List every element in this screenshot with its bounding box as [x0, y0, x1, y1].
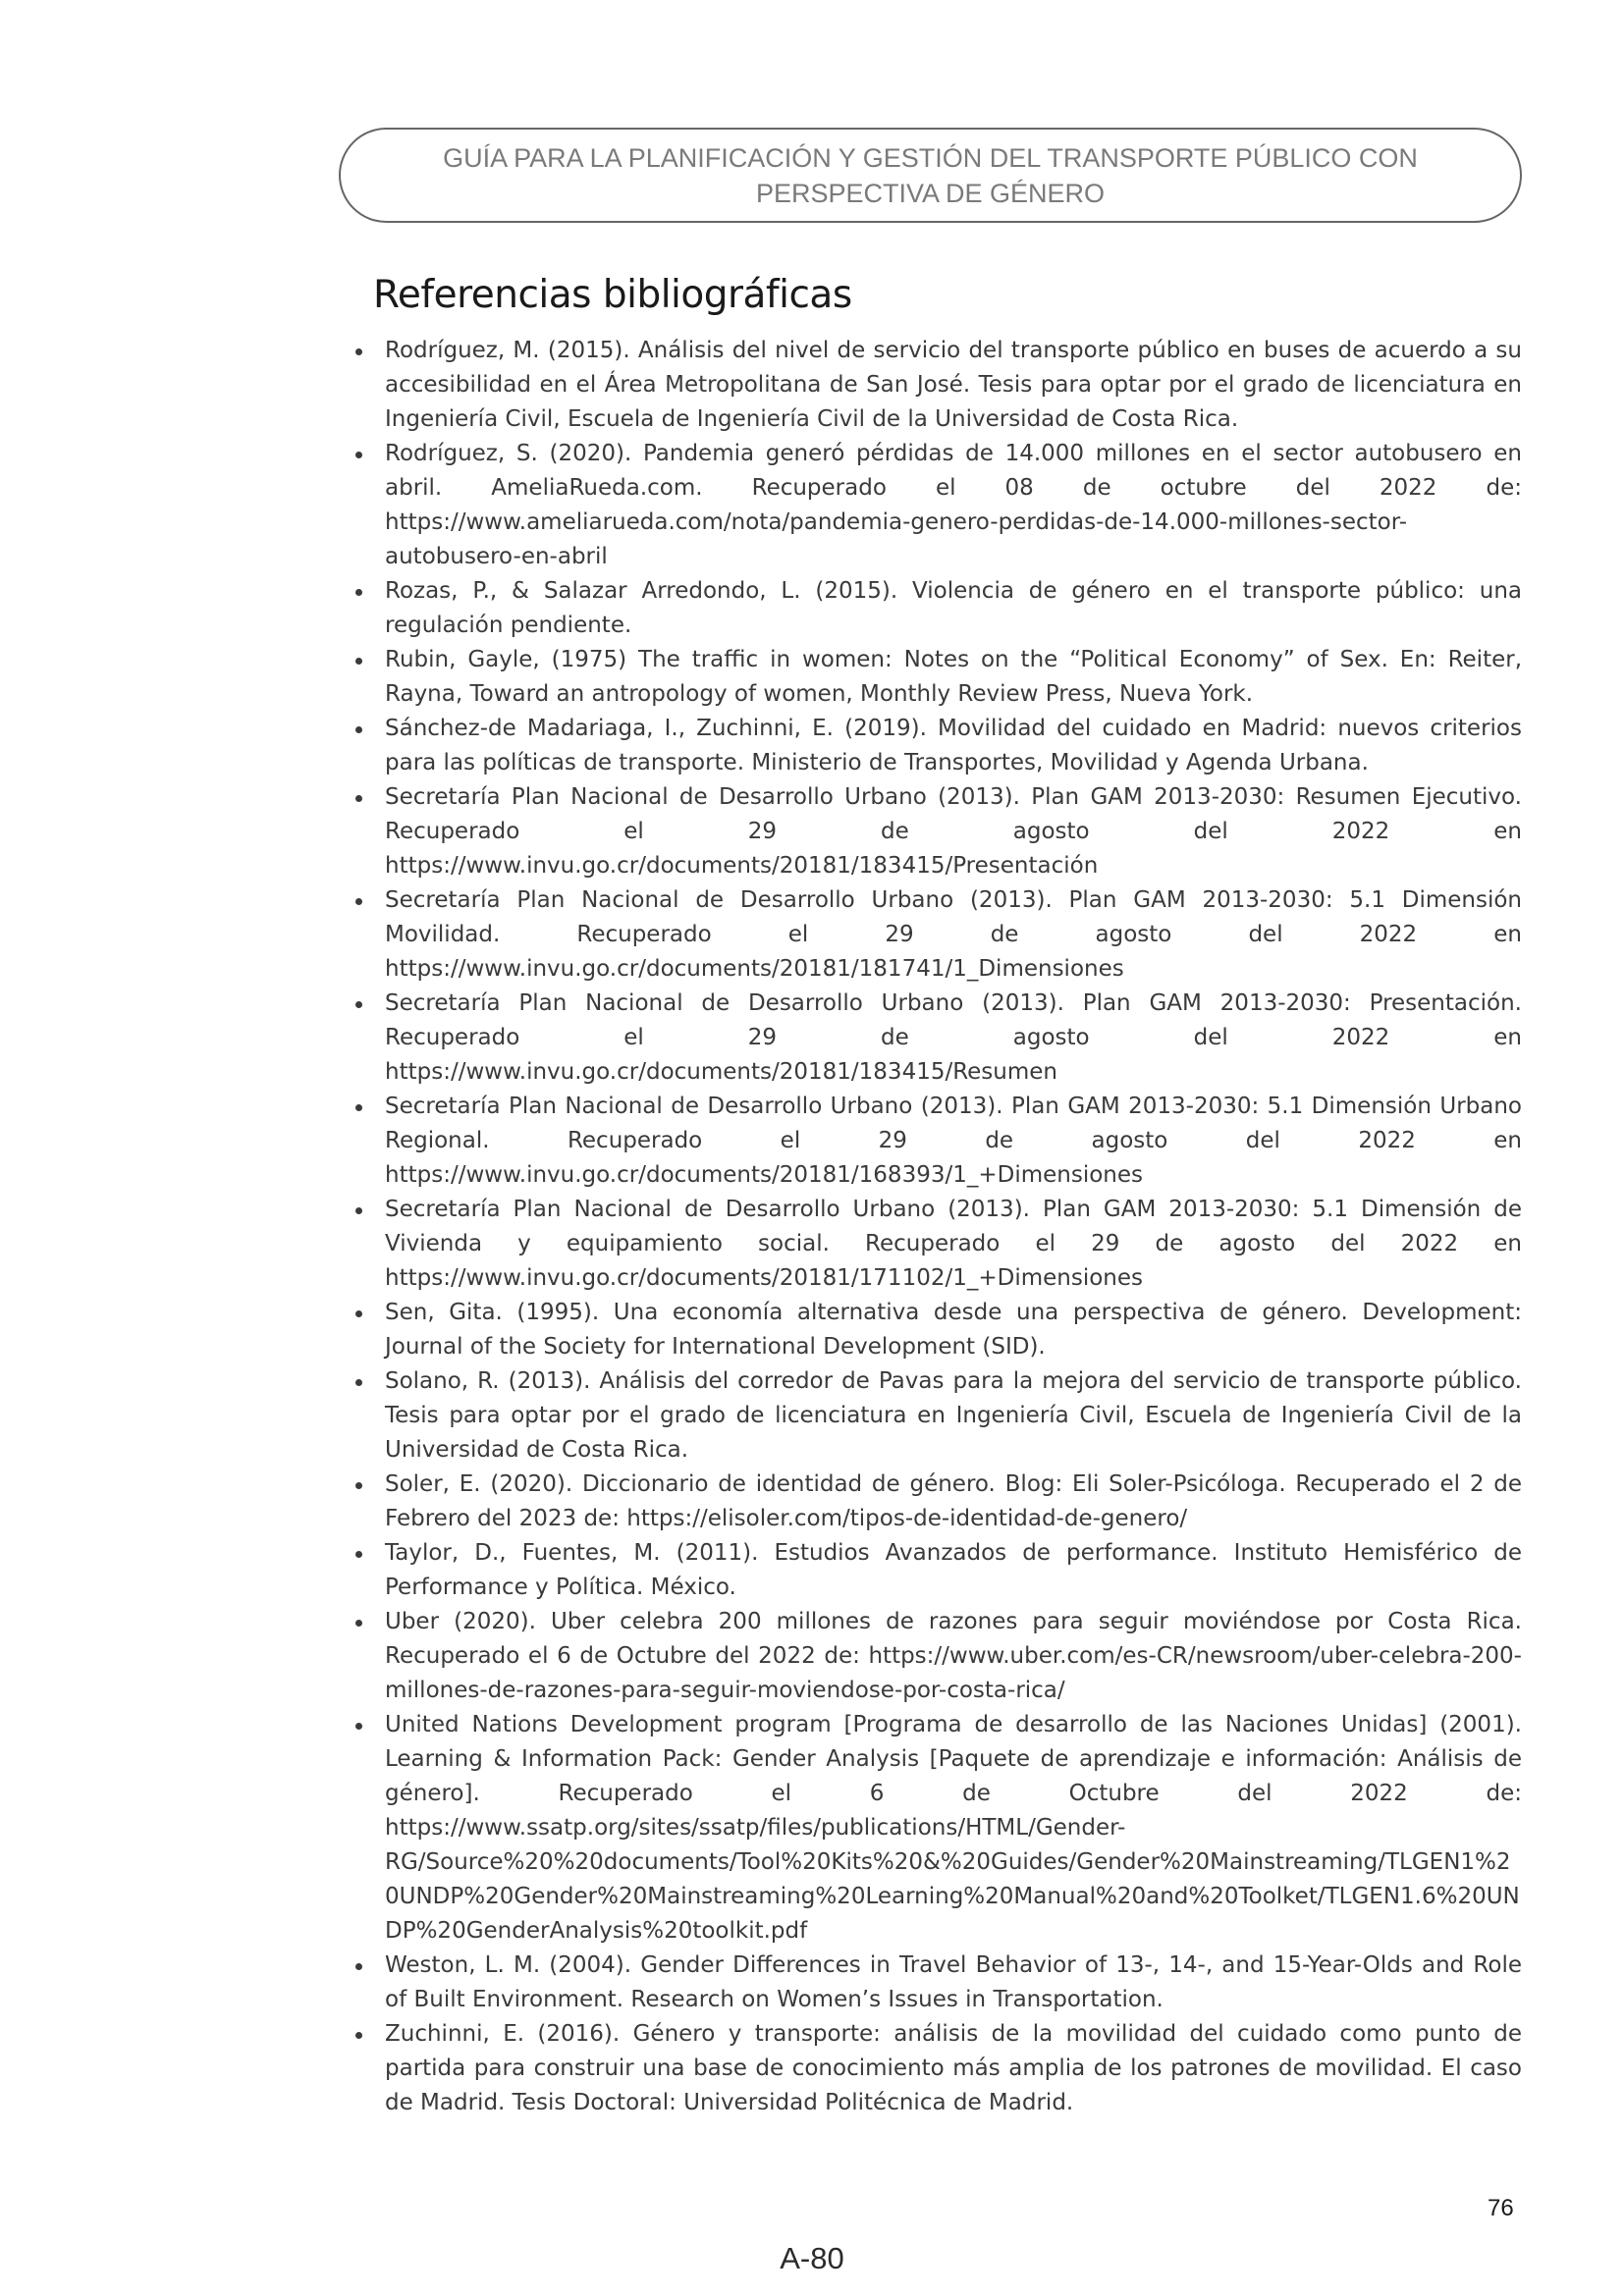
reference-item: Zuchinni, E. (2016). Género y transporte: análisis de la movilidad del cuidado como punto de partida para construir una base de conocimiento más amplia de los patrones de movilidad. El caso de Madrid. Tesis Doctoral: Universidad Politécnica de Madrid. — [352, 2017, 1522, 2120]
header-title: GUÍA PARA LA PLANIFICACIÓN Y GESTIÓN DEL TRANSPORTE PÚBLICO CON PERSPECTIVA DE GÉNERO — [443, 142, 1418, 208]
reference-item: Rodríguez, M. (2015). Análisis del nivel de servicio del transporte público en buses de acuerdo a su accesibilidad en el Área Metropolitana de San José. Tesis para optar por el grado de licenciatura en Ingeniería Civil, Escuela de Ingeniería Civil de la Universidad de Costa Rica. — [352, 334, 1522, 437]
page-number: 76 — [1488, 2195, 1514, 2221]
reference-item: Secretaría Plan Nacional de Desarrollo Urbano (2013). Plan GAM 2013-2030: 5.1 Dimensión Urbano Regional. Recuperado el 29 de agosto del 2022 en https://www.invu.go.cr/documents/20181/168393/1_+Dimensiones — [352, 1090, 1522, 1193]
reference-item: Weston, L. M. (2004). Gender Differences in Travel Behavior of 13-, 14-, and 15-Year-Olds and Role of Built Environment. Research on Women’s Issues in Transportation. — [352, 1949, 1522, 2017]
reference-item: Secretaría Plan Nacional de Desarrollo Urbano (2013). Plan GAM 2013-2030: Resumen Ejecutivo. Recuperado el 29 de agosto del 2022 en https://www.invu.go.cr/documents/20181/183415/Presentación — [352, 780, 1522, 883]
reference-item: United Nations Development program [Programa de desarrollo de las Naciones Unidas] (2001). Learning & Information Pack: Gender Analysis [Paquete de aprendizaje e información: Análisis de género]. Recuperado el 6 de Octubre del 2022 de: https://www.ssatp.org/sites/ssatp/files/publications/HTML/Gender-RG/Source%20%20documents/Tool%20Kits%20&%20Guides/Gender%20Mainstreaming/TLGEN1%20UNDP%20Gender%20Mainstreaming%20Learning%20Manual%20and%20Toolket/TLGEN1.6%20UNDP%20GenderAnalysis%20toolkit.pdf — [352, 1708, 1522, 1949]
section-title: Referencias bibliográficas — [373, 273, 852, 317]
reference-item: Secretaría Plan Nacional de Desarrollo Urbano (2013). Plan GAM 2013-2030: 5.1 Dimensión Movilidad. Recuperado el 29 de agosto del 2022 en https://www.invu.go.cr/documents/20181/181741/1_Dimensiones — [352, 883, 1522, 987]
reference-item: Taylor, D., Fuentes, M. (2011). Estudios Avanzados de performance. Instituto Hemisférico de Performance y Política. México. — [352, 1536, 1522, 1605]
reference-item: Uber (2020). Uber celebra 200 millones de razones para seguir moviéndose por Costa Rica. Recuperado el 6 de Octubre del 2022 de: https://www.uber.com/es-CR/newsroom/uber-celebra-200-millones-de-razones-para-seguir-moviendose-por-costa-rica/ — [352, 1605, 1522, 1708]
reference-item: Solano, R. (2013). Análisis del corredor de Pavas para la mejora del servicio de transporte público. Tesis para optar por el grado de licenciatura en Ingeniería Civil, Escuela de Ingeniería Civil de la Universidad de Costa Rica. — [352, 1364, 1522, 1468]
reference-item: Soler, E. (2020). Diccionario de identidad de género. Blog: Eli Soler-Psicóloga. Recuperado el 2 de Febrero del 2023 de: https://elisoler.com/tipos-de-identidad-de-genero/ — [352, 1468, 1522, 1536]
reference-item: Secretaría Plan Nacional de Desarrollo Urbano (2013). Plan GAM 2013-2030: Presentación. Recuperado el 29 de agosto del 2022 en https://www.invu.go.cr/documents/20181/183415/Resumen — [352, 987, 1522, 1090]
document-header — [339, 128, 1522, 223]
reference-item: Secretaría Plan Nacional de Desarrollo Urbano (2013). Plan GAM 2013-2030: 5.1 Dimensión de Vivienda y equipamiento social. Recuperado el 29 de agosto del 2022 en https://www.invu.go.cr/documents/20181/171102/1_+Dimensiones — [352, 1193, 1522, 1296]
reference-item: Rubin, Gayle, (1975) The traffic in women: Notes on the “Political Economy” of Sex. En: Reiter, Rayna, Toward an antropology of women, Monthly Review Press, Nueva York. — [352, 643, 1522, 712]
annex-page-label: A-80 — [780, 2241, 844, 2275]
reference-item: Rodríguez, S. (2020). Pandemia generó pérdidas de 14.000 millones en el sector autobusero en abril. AmeliaRueda.com. Recuperado el 08 de octubre del 2022 de: https://www.ameliarueda.com/nota/pandemia-genero-perdidas-de-14.000-millones-sector-autobusero-en-abril — [352, 437, 1522, 574]
reference-item: Rozas, P., & Salazar Arredondo, L. (2015). Violencia de género en el transporte público: una regulación pendiente. — [352, 574, 1522, 643]
reference-item: Sen, Gita. (1995). Una economía alternativa desde una perspectiva de género. Development: Journal of the Society for International Development (SID). — [352, 1296, 1522, 1364]
reference-list — [352, 334, 1522, 2120]
reference-item: Sánchez-de Madariaga, I., Zuchinni, E. (2019). Movilidad del cuidado en Madrid: nuevos criterios para las políticas de transporte. Ministerio de Transportes, Movilidad y Agenda Urbana. — [352, 712, 1522, 780]
